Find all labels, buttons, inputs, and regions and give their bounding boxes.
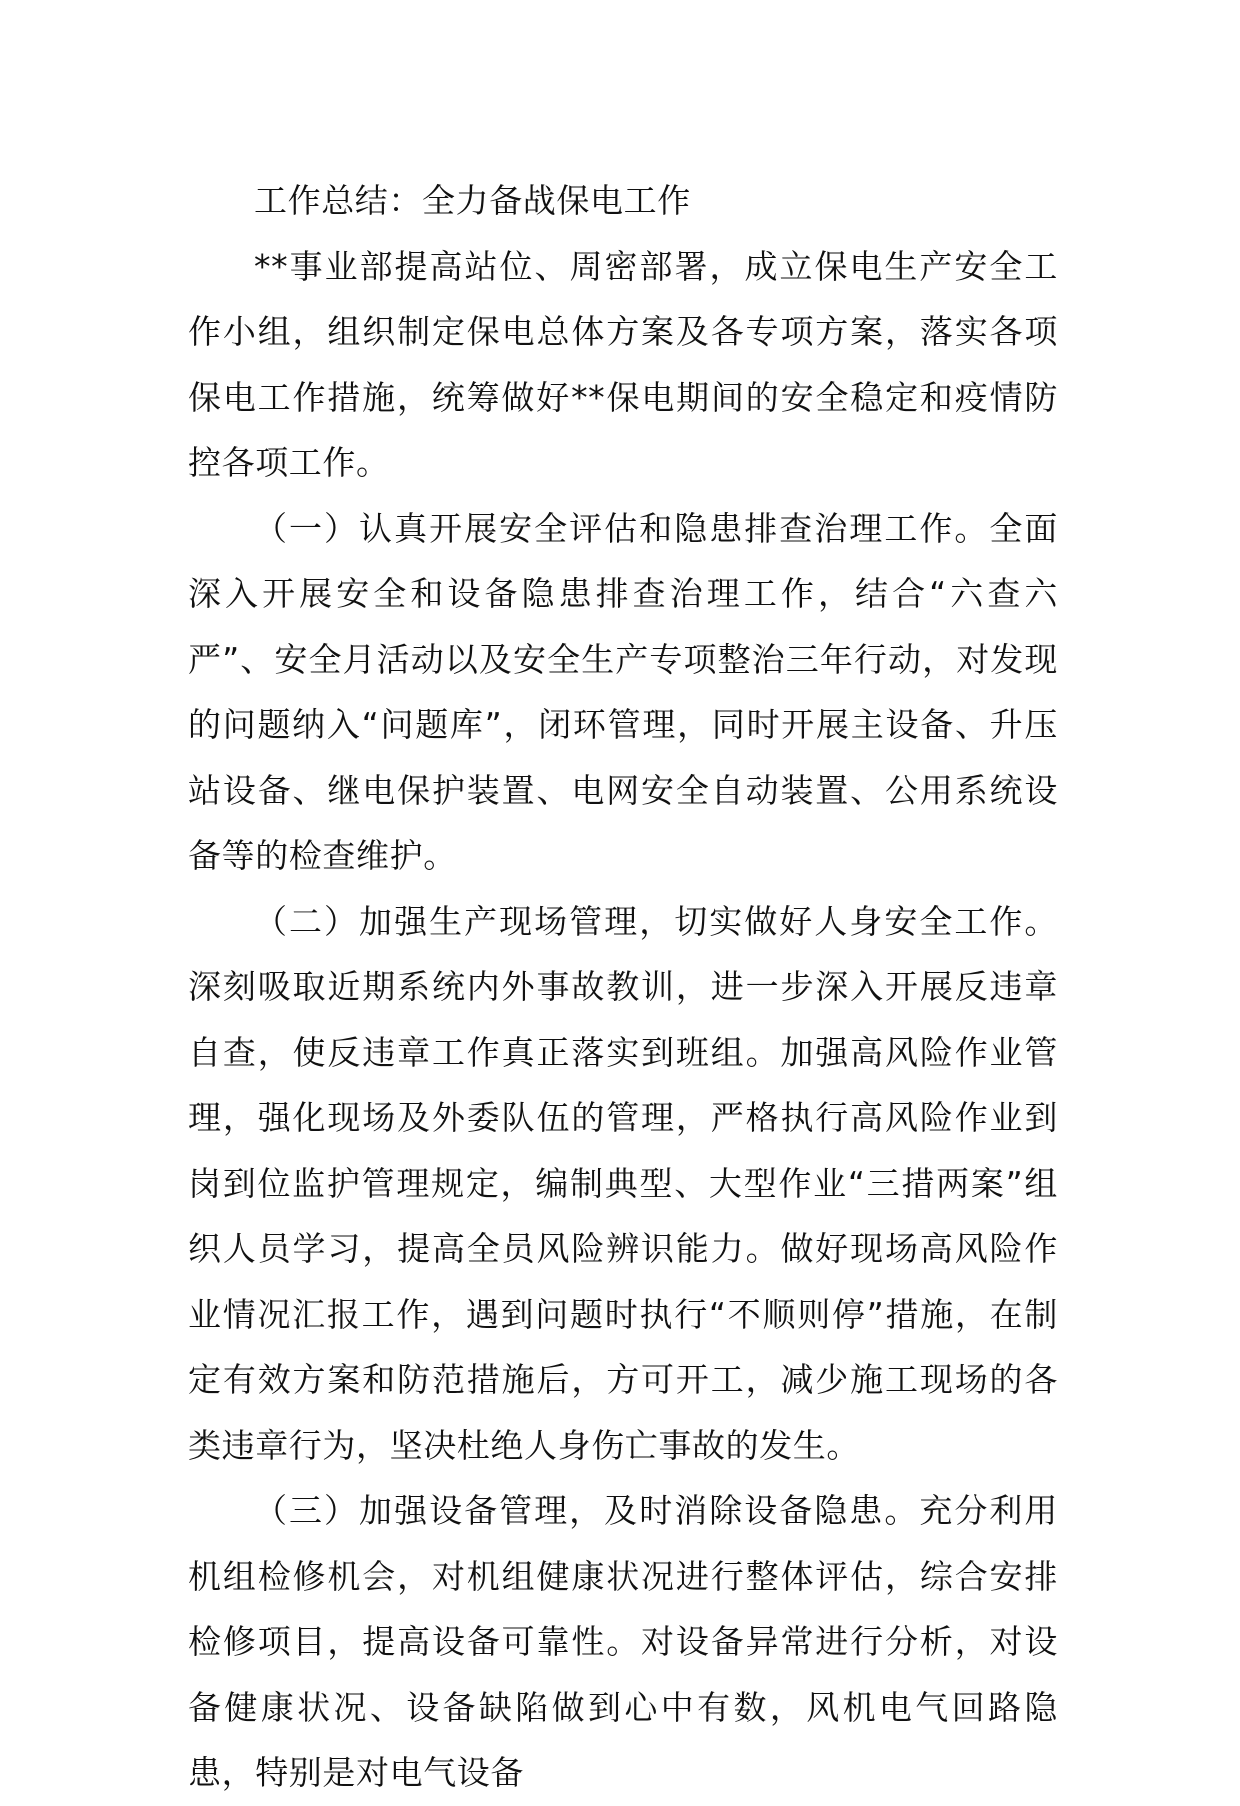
paragraph-section-2: （二）加强生产现场管理，切实做好人身安全工作。深刻吸取近期系统内外事故教训，进一步深入开展反违章自查，使反违章工作真正落实到班组。加强高风险作业管理，强化现场及外委队伍的管理，严格执行高风险作业到岗到位监护管理规定，编制典型、大型作业“三措两案”组织人员学习，提高全员风险辨识能力。做好现场高风险作业情况汇报工作，遇到问题时执行“不顺则停”措施，在制定有效方案和防范措施后，方可开工，减少施工现场的各类违章行为，坚决杜绝人身伤亡事故的发生。 bbox=[188, 901, 1058, 1465]
paragraph-section-1: （一）认真开展安全评估和隐患排查治理工作。全面深入开展安全和设备隐患排查治理工作，结合“六查六严”、安全月活动以及安全生产专项整治三年行动，对发现的问题纳入“问题库”，闭环管理，同时开展主设备、升压站设备、继电保护装置、电网安全自动装置、公用系统设备等的检查维护。 bbox=[188, 508, 1058, 875]
paragraph-intro: **事业部提高站位、周密部署，成立保电生产安全工作小组，组织制定保电总体方案及各专项方案，落实各项保电工作措施，统筹做好**保电期间的安全稳定和疫情防控各项工作。 bbox=[188, 246, 1058, 482]
document-body bbox=[188, 168, 1058, 1806]
paragraph-section-3: （三）加强设备管理，及时消除设备隐患。充分利用机组检修机会，对机组健康状况进行整体评估，综合安排检修项目，提高设备可靠性。对设备异常进行分析，对设备健康状况、设备缺陷做到心中有数，风机电气回路隐患，特别是对电气设备 bbox=[188, 1491, 1058, 1792]
document-title: 工作总结：全力备战保电工作 bbox=[254, 181, 691, 220]
